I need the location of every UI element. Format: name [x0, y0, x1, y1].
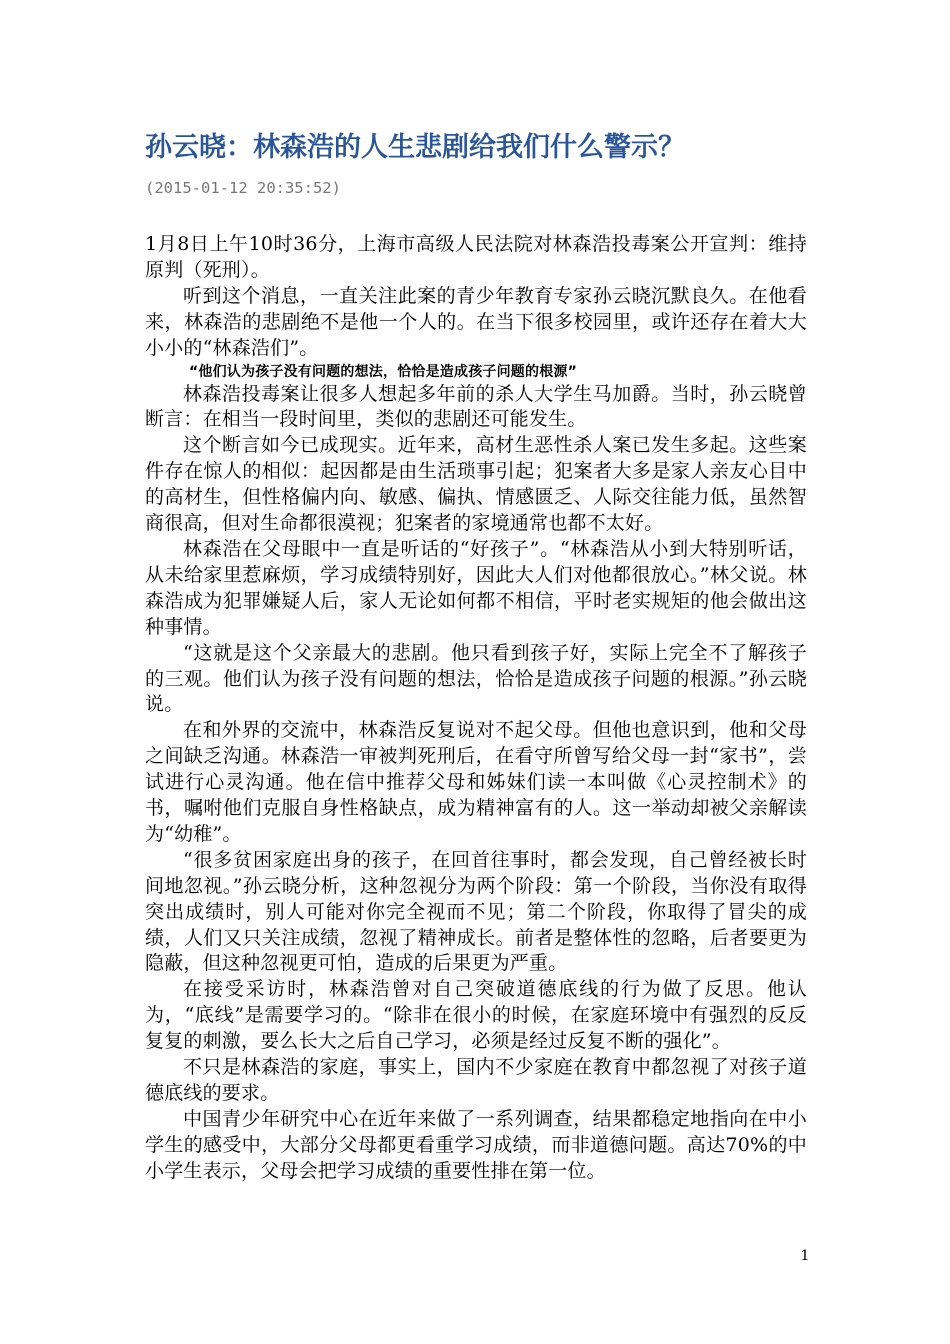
paragraph: “很多贫困家庭出身的孩子，在回首往事时，都会发现，自己曾经被长时间地忽视。”孙云晓分析，这种忽视分为两个阶段：第一个阶段，当你没有取得突出成绩时，别人可能对你完全视而不见；第二个阶段，你取得了冒尖的成绩，人们又只关注成绩，忽视了精神成长。前者是整体性的忽略，后者要更为隐蔽，但这种忽视更可怕，造成的后果更为严重。	[145, 848, 807, 975]
paragraph: 林森浩在父母眼中一直是听话的“好孩子”。“林森浩从小到大特别听话，从未给家里惹麻烦，学习成绩特别好，因此大人们对他都很放心。”林父说。林森浩成为犯罪嫌疑人后，家人无论如何都不相信，平时老实规矩的他会做出这种事情。	[145, 537, 807, 638]
article-date: (2015-01-12 20:35:52)	[145, 179, 341, 197]
paragraph: 听到这个消息，一直关注此案的青少年教育专家孙云晓沉默良久。在他看来，林森浩的悲剧绝不是他一个人的。在当下很多校园里，或许还存在着大大小小的“林森浩们”。	[145, 284, 807, 359]
section-subheading: “他们认为孩子没有问题的想法，恰恰是造成孩子问题的根源”	[189, 363, 578, 380]
paragraph: 林森浩投毒案让很多人想起多年前的杀人大学生马加爵。当时，孙云晓曾断言：在相当一段时间里，类似的悲剧还可能发生。	[145, 382, 807, 431]
paragraph: 1月8日上午10时36分，上海市高级人民法院对林森浩投毒案公开宣判：维持原判（死刑）。	[145, 233, 807, 281]
paragraph: 中国青少年研究中心在近年来做了一系列调查，结果都稳定地指向在中小学生的感受中，大部分父母都更看重学习成绩，而非道德问题。高达70%的中小学生表示，父母会把学习成绩的重要性排在第一位。	[145, 1107, 807, 1182]
article-title: 孙云晓：林森浩的人生悲剧给我们什么警示？	[145, 132, 685, 163]
paragraph: 这个断言如今已成现实。近年来，高材生恶性杀人案已发生多起。这些案件存在惊人的相似：起因都是由生活琐事引起；犯案者大多是家人亲友心目中的高材生，但性格偏内向、敏感、偏执、情感匮乏、人际交往能力低，虽然智商很高，但对生命都很漠视；犯案者的家境通常也都不太好。	[145, 434, 807, 535]
page-number: 1	[800, 1248, 810, 1264]
paragraph: 在和外界的交流中，林森浩反复说对不起父母。但他也意识到，他和父母之间缺乏沟通。林森浩一审被判死刑后，在看守所曾写给父母一封“家书”，尝试进行心灵沟通。他在信中推荐父母和姊妹们读一本叫做《心灵控制术》的书，嘱咐他们克服自身性格缺点，成为精神富有的人。这一举动却被父亲解读为“幼稚”。	[145, 719, 807, 845]
paragraph: 在接受采访时，林森浩曾对自己突破道德底线的行为做了反思。他认为，“底线”是需要学习的。“除非在很小的时候，在家庭环境中有强烈的反反复复的刺激，要么长大之后自己学习，必须是经过反复不断的强化”。	[145, 978, 807, 1053]
paragraph: 不只是林森浩的家庭，事实上，国内不少家庭在教育中都忽视了对孩子道德底线的要求。	[145, 1056, 807, 1104]
article	[145, 128, 807, 1185]
article-body	[145, 232, 807, 1185]
paragraph: “这就是这个父亲最大的悲剧。他只看到孩子好，实际上完全不了解孩子的三观。他们认为孩子没有问题的想法，恰恰是造成孩子问题的根源。”孙云晓说。	[145, 641, 807, 716]
